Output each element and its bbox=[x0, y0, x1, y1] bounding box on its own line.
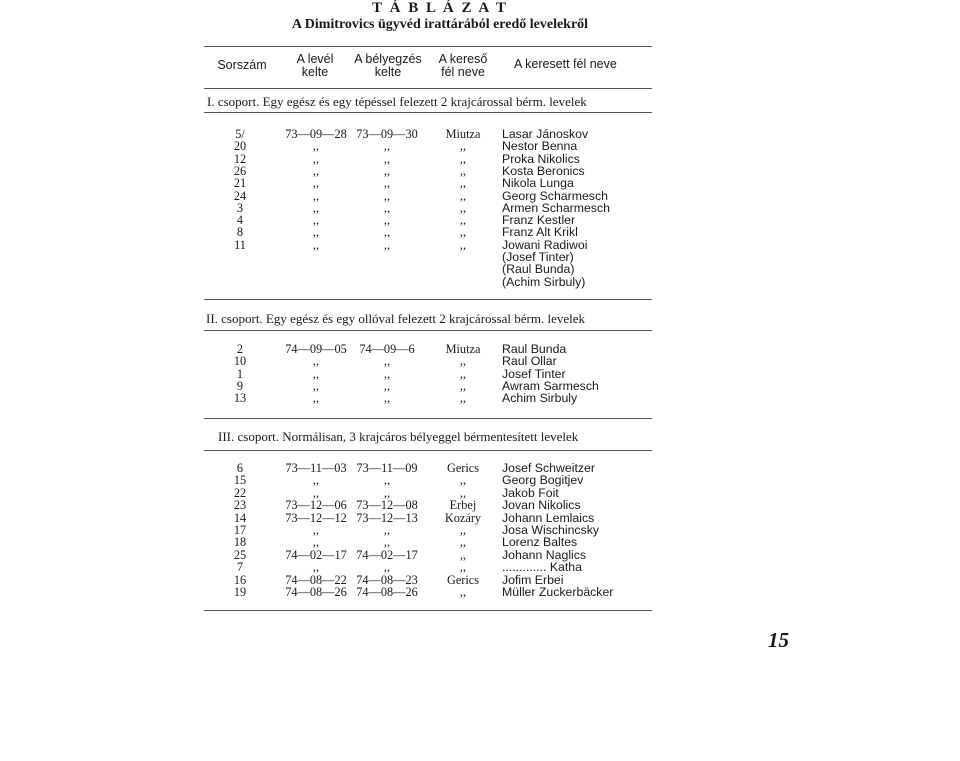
row-sorszam: 6 bbox=[236, 461, 244, 475]
row-sorszam: 4 bbox=[236, 213, 244, 228]
row-sorszam: 24 bbox=[233, 188, 247, 203]
row-kereso-fel: ,, bbox=[459, 547, 467, 562]
section-heading-1: I. csoport. Egy egész és egy tépéssel felezett 2 krajcárossal bérm. levelek bbox=[207, 94, 587, 109]
row-level-kelte: 73—12—06 bbox=[285, 498, 347, 513]
row-keresett-fel: Raul Ollar bbox=[502, 354, 557, 369]
row-belyegzes-kelte: 74—02—17 bbox=[356, 547, 418, 562]
row-sorszam: 14 bbox=[233, 510, 247, 525]
row-level-kelte: ,, bbox=[312, 200, 320, 215]
row-level-kelte: ,, bbox=[312, 176, 320, 191]
table-row bbox=[0, 586, 960, 598]
table-row bbox=[0, 512, 960, 524]
row-sorszam: 16 bbox=[233, 572, 247, 587]
row-level-kelte: 74—08—22 bbox=[285, 572, 347, 587]
row-level-kelte: 73—09—28 bbox=[285, 127, 347, 141]
document-title: T Á B L Á Z A T bbox=[372, 0, 508, 16]
row-kereso-fel: ,, bbox=[459, 473, 467, 488]
row-level-kelte: 73—12—12 bbox=[285, 510, 347, 525]
row-level-kelte: 73—11—03 bbox=[285, 461, 347, 475]
row-keresett-fel: Jakob Foit bbox=[502, 485, 559, 500]
row-level-kelte: ,, bbox=[312, 354, 320, 369]
row-kereso-fel: ,, bbox=[459, 176, 467, 191]
table-row bbox=[0, 536, 960, 548]
row-sorszam: 12 bbox=[233, 151, 247, 166]
row-kereso-fel: ,, bbox=[459, 163, 467, 178]
row-sorszam: 21 bbox=[233, 176, 247, 191]
row-keresett-fel: Achim Sirbuly bbox=[502, 391, 578, 406]
page-number: 15 bbox=[768, 628, 789, 652]
row-kereso-fel: Gerics bbox=[446, 572, 480, 587]
row-kereso-fel: Erbej bbox=[449, 498, 477, 513]
row-keresett-fel: ............. Katha bbox=[502, 560, 582, 575]
document-subtitle: A Dimitrovics ügyvéd irattárából eredő levelekről bbox=[291, 17, 589, 32]
row-sorszam: 22 bbox=[233, 485, 247, 500]
row-keresett-fel: Josef Schweitzer bbox=[502, 461, 595, 475]
row-level-kelte: ,, bbox=[312, 366, 320, 381]
row-kereso-fel: ,, bbox=[459, 139, 467, 154]
row-keresett-fel: Josa Wischincsky bbox=[502, 523, 600, 537]
row-sorszam: 5/ bbox=[235, 127, 245, 141]
row-keresett-fel: Franz Kestler bbox=[502, 213, 576, 228]
row-level-kelte: ,, bbox=[312, 473, 320, 488]
column-header-belyegzes-kelte-line2: kelte bbox=[374, 65, 402, 79]
row-keresett-fel: Johann Lemlaics bbox=[502, 510, 595, 525]
row-level-kelte: ,, bbox=[312, 237, 320, 252]
row-kereso-fel: ,, bbox=[459, 378, 467, 393]
row-belyegzes-kelte: ,, bbox=[383, 473, 391, 488]
section-3-bottom-rule bbox=[204, 610, 652, 611]
row-keresett-fel: Jovan Nikolics bbox=[502, 498, 581, 513]
row-kereso-fel: ,, bbox=[459, 366, 467, 381]
table-row bbox=[0, 474, 960, 486]
row-keresett-fel: Armen Scharmesch bbox=[502, 200, 610, 215]
row-belyegzes-kelte: ,, bbox=[383, 139, 391, 154]
row-keresett-fel: Nikola Lunga bbox=[502, 176, 574, 191]
row-keresett-fel: (Raul Bunda) bbox=[502, 262, 575, 277]
column-header-kereso-fel-line2: fél neve bbox=[441, 65, 485, 79]
row-belyegzes-kelte: ,, bbox=[383, 163, 391, 178]
row-sorszam: 1 bbox=[236, 366, 244, 381]
row-keresett-fel: Raul Bunda bbox=[502, 342, 567, 356]
table-row bbox=[0, 487, 960, 499]
table-row bbox=[0, 499, 960, 511]
row-keresett-fel: Jofim Erbei bbox=[502, 572, 564, 587]
row-level-kelte: 74—09—05 bbox=[285, 342, 347, 356]
row-keresett-fel: Franz Alt Krikl bbox=[502, 225, 578, 240]
row-belyegzes-kelte: ,, bbox=[383, 523, 391, 537]
row-keresett-fel: Proka Nikolics bbox=[502, 151, 580, 166]
row-keresett-fel: Lorenz Baltes bbox=[502, 535, 578, 550]
row-sorszam: 7 bbox=[236, 560, 244, 575]
row-keresett-fel: (Josef Tinter) bbox=[502, 250, 574, 264]
row-keresett-fel: Johann Naglics bbox=[502, 547, 587, 562]
row-sorszam: 11 bbox=[234, 237, 246, 252]
row-level-kelte: ,, bbox=[312, 151, 320, 166]
row-belyegzes-kelte: ,, bbox=[383, 225, 391, 240]
row-keresett-fel: Jowani Radiwoi bbox=[502, 237, 588, 252]
row-kereso-fel: Miutza bbox=[445, 127, 481, 141]
row-kereso-fel: ,, bbox=[459, 151, 467, 166]
row-kereso-fel: ,, bbox=[459, 237, 467, 252]
row-sorszam: 8 bbox=[236, 225, 244, 240]
column-header-level-kelte-line1: A levél bbox=[296, 52, 334, 66]
row-belyegzes-kelte: 73—12—13 bbox=[356, 510, 418, 525]
row-level-kelte: ,, bbox=[312, 391, 320, 406]
row-keresett-fel: (Achim Sirbuly) bbox=[502, 274, 586, 289]
row-belyegzes-kelte: ,, bbox=[383, 151, 391, 166]
table-row bbox=[0, 549, 960, 561]
row-kereso-fel: ,, bbox=[459, 523, 467, 537]
row-sorszam: 15 bbox=[233, 473, 247, 488]
row-belyegzes-kelte: ,, bbox=[383, 535, 391, 550]
row-belyegzes-kelte: 73—11—09 bbox=[356, 461, 418, 475]
row-belyegzes-kelte: 74—08—23 bbox=[356, 572, 418, 587]
row-kereso-fel: ,, bbox=[459, 188, 467, 203]
row-belyegzes-kelte: ,, bbox=[383, 391, 391, 406]
row-belyegzes-kelte: ,, bbox=[383, 237, 391, 252]
row-kereso-fel: ,, bbox=[459, 560, 467, 575]
row-level-kelte: ,, bbox=[312, 139, 320, 154]
row-sorszam: 2 bbox=[236, 342, 244, 356]
row-level-kelte: ,, bbox=[312, 535, 320, 550]
row-level-kelte: ,, bbox=[312, 225, 320, 240]
row-belyegzes-kelte: ,, bbox=[383, 560, 391, 575]
row-sorszam: 20 bbox=[233, 139, 247, 154]
row-kereso-fel: ,, bbox=[459, 535, 467, 550]
row-belyegzes-kelte: ,, bbox=[383, 485, 391, 500]
table-row bbox=[0, 574, 960, 586]
row-sorszam: 3 bbox=[236, 200, 244, 215]
row-kereso-fel: ,, bbox=[459, 391, 467, 406]
column-header-level-kelte-line2: kelte bbox=[301, 65, 329, 79]
column-header-kereso-fel-line1: A kereső bbox=[438, 52, 488, 66]
row-belyegzes-kelte: ,, bbox=[383, 378, 391, 393]
table-row bbox=[0, 462, 960, 474]
row-belyegzes-kelte: ,, bbox=[383, 366, 391, 381]
column-header-keresett-fel-text: A keresett fél neve bbox=[514, 57, 617, 71]
row-keresett-fel: Josef Tinter bbox=[502, 366, 566, 381]
row-level-kelte: ,, bbox=[312, 163, 320, 178]
row-level-kelte: ,, bbox=[312, 560, 320, 575]
row-belyegzes-kelte: ,, bbox=[383, 354, 391, 369]
row-belyegzes-kelte: ,, bbox=[383, 200, 391, 215]
row-keresett-fel: Kosta Beronics bbox=[502, 163, 585, 178]
row-kereso-fel: ,, bbox=[459, 354, 467, 369]
row-keresett-fel: Müller Zuckerbäcker bbox=[502, 585, 614, 599]
row-sorszam: 17 bbox=[233, 523, 247, 537]
row-kereso-fel: ,, bbox=[459, 200, 467, 215]
row-sorszam: 9 bbox=[236, 378, 244, 393]
row-kereso-fel: ,, bbox=[459, 485, 467, 500]
row-sorszam: 23 bbox=[233, 498, 247, 513]
row-belyegzes-kelte: 73—09—30 bbox=[356, 127, 418, 141]
row-keresett-fel: Georg Scharmesch bbox=[502, 188, 608, 203]
row-level-kelte: ,, bbox=[312, 485, 320, 500]
row-sorszam: 18 bbox=[233, 535, 247, 550]
row-belyegzes-kelte: ,, bbox=[383, 213, 391, 228]
table-row bbox=[0, 524, 960, 536]
column-header-belyegzes-kelte-line1: A bélyegzés bbox=[354, 52, 422, 66]
row-belyegzes-kelte: 74—09—6 bbox=[359, 342, 415, 356]
row-belyegzes-kelte: ,, bbox=[383, 188, 391, 203]
row-keresett-fel: Lasar Jánoskov bbox=[502, 127, 589, 141]
row-sorszam: 25 bbox=[233, 547, 247, 562]
row-level-kelte: 74—08—26 bbox=[285, 585, 347, 599]
row-level-kelte: ,, bbox=[312, 213, 320, 228]
row-sorszam: 13 bbox=[233, 391, 247, 406]
row-level-kelte: ,, bbox=[312, 188, 320, 203]
row-belyegzes-kelte: 74—08—26 bbox=[356, 585, 418, 599]
section-heading-3: III. csoport. Normálisan, 3 krajcáros bélyeggel bérmentesített levelek bbox=[218, 429, 579, 444]
section-heading-2: II. csoport. Egy egész és egy ollóval felezett 2 krajcárossal bérm. levelek bbox=[206, 311, 586, 326]
row-keresett-fel: Nestor Benna bbox=[502, 139, 578, 154]
row-sorszam: 26 bbox=[233, 163, 247, 178]
row-keresett-fel: Georg Bogitjev bbox=[502, 473, 584, 488]
table-row bbox=[0, 561, 960, 573]
row-kereso-fel: ,, bbox=[459, 225, 467, 240]
row-belyegzes-kelte: ,, bbox=[383, 176, 391, 191]
row-kereso-fel: Gerics bbox=[446, 461, 480, 475]
row-kereso-fel: ,, bbox=[459, 213, 467, 228]
column-header-sorszam-text: Sorszám bbox=[217, 58, 267, 72]
row-level-kelte: 74—02—17 bbox=[285, 547, 347, 562]
row-sorszam: 19 bbox=[233, 585, 247, 599]
row-keresett-fel: Awram Sarmesch bbox=[502, 378, 599, 393]
row-level-kelte: ,, bbox=[312, 523, 320, 537]
row-kereso-fel: ,, bbox=[459, 585, 467, 599]
row-sorszam: 10 bbox=[233, 354, 247, 369]
row-kereso-fel: Kozáry bbox=[444, 510, 482, 525]
row-level-kelte: ,, bbox=[312, 378, 320, 393]
row-kereso-fel: Miutza bbox=[445, 342, 481, 356]
row-belyegzes-kelte: 73—12—08 bbox=[356, 498, 418, 513]
